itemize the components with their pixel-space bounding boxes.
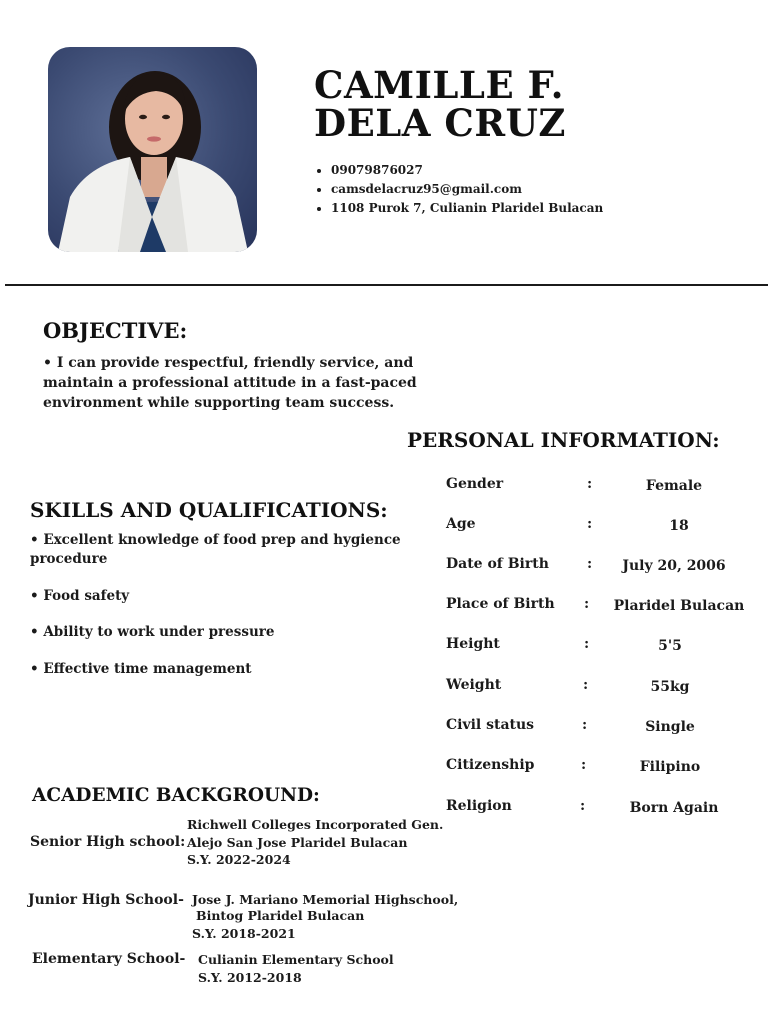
senior-high-years: S.Y. 2022-2024 [187,852,291,867]
senior-high-address: Alejo San Jose Plaridel Bulacan [187,835,408,850]
pi-label: Weight [446,677,502,693]
pi-value: Female [645,478,703,494]
contact-list [314,161,603,218]
name-line-2: DELA CRUZ [314,101,566,145]
pi-row-age [446,516,756,540]
pi-value: Single [645,719,695,735]
pi-colon: : [581,757,587,773]
candidate-name [314,63,566,145]
junior-high-address: Bintog Plaridel Bulacan [196,908,365,923]
pi-value: 5'5 [658,638,682,654]
pi-row-weight [446,677,756,701]
elementary-label: Elementary School- [32,951,186,967]
name-line-1: CAMILLE F. [314,63,564,107]
skill-item: • Food safety [30,588,130,604]
objective-heading: OBJECTIVE: [43,318,188,343]
objective-text: • I can provide respectful, friendly service, and maintain a professional attitude in a fast-paced environment while supporting team success. [43,355,417,411]
profile-photo [48,47,257,252]
skill-item: • Ability to work under pressure [30,624,275,640]
senior-high-school-name: Richwell Colleges Incorporated Gen. [187,817,444,832]
skill-item: • Excellent knowledge of food prep and hygience procedure [30,532,401,567]
senior-high-label: Senior High school: [30,834,186,850]
skill-item: • Effective time management [30,661,252,677]
pi-row-place-of-birth [446,596,756,620]
junior-high-school-name: Jose J. Mariano Memorial Highschool, [192,892,459,907]
pi-row-height [446,636,756,660]
pi-value: July 20, 2006 [622,558,726,574]
header-divider [5,284,768,286]
pi-colon: : [580,798,586,814]
academic-heading: ACADEMIC BACKGROUND: [32,785,320,806]
junior-high-years: S.Y. 2018-2021 [192,926,296,941]
contact-address: 1108 Purok 7, Culianin Plaridel Bulacan [314,199,603,218]
pi-label: Gender [446,476,504,492]
pi-value: Plaridel Bulacan [613,598,745,614]
elementary-years: S.Y. 2012-2018 [198,970,302,985]
pi-label: Height [446,636,500,652]
pi-colon: : [583,677,589,693]
pi-row-date-of-birth [446,556,756,580]
pi-value: Born Again [629,800,719,816]
pi-value: 55kg [650,679,690,695]
pi-value: 18 [669,518,689,534]
pi-row-civil-status [446,717,756,741]
contact-email: camsdelacruz95@gmail.com [314,180,603,199]
skills-heading: SKILLS AND QUALIFICATIONS: [30,498,388,522]
pi-label: Place of Birth [446,596,555,612]
pi-label: Age [446,516,476,532]
pi-colon: : [587,476,593,492]
junior-high-label: Junior High School- [28,892,184,908]
pi-label: Civil status [446,717,535,733]
pi-colon: : [582,717,588,733]
pi-row-citizenship [446,757,756,781]
pi-colon: : [587,516,593,532]
pi-label: Date of Birth [446,556,549,572]
pi-colon: : [584,636,590,652]
pi-colon: : [584,596,590,612]
elementary-school-name: Culianin Elementary School [198,952,394,967]
pi-value: Filipino [639,759,701,775]
pi-label: Citizenship [446,757,535,773]
pi-row-religion [446,798,756,822]
personal-info-heading: PERSONAL INFORMATION: [407,428,720,452]
contact-phone: 09079876027 [314,161,603,180]
pi-label: Religion [446,798,512,814]
portrait-illustration [48,47,257,252]
pi-colon: : [587,556,593,572]
pi-row-gender [446,476,756,500]
